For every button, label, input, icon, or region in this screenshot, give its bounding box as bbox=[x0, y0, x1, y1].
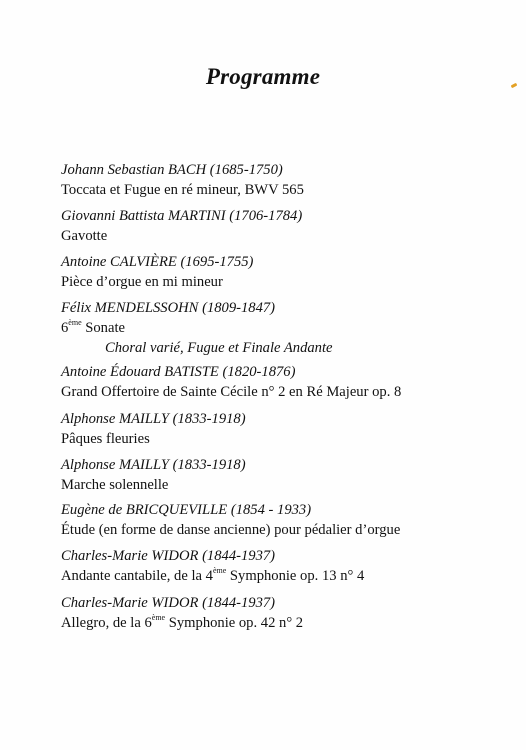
composer-name: Giovanni Battista MARTINI bbox=[61, 208, 226, 224]
work-title: Étude (en forme de danse ancienne) pour pédalier d’orgue bbox=[61, 522, 401, 538]
work-movements: Choral varié, Fugue et Finale Andante bbox=[105, 340, 333, 356]
composer-name: Charles-Marie WIDOR bbox=[61, 548, 199, 564]
work-title bbox=[61, 566, 501, 586]
composer-line bbox=[61, 206, 501, 226]
composer-line bbox=[61, 362, 501, 382]
programme-entry-mailly-2 bbox=[61, 455, 501, 495]
composer-name: Charles-Marie WIDOR bbox=[61, 595, 199, 611]
work-title bbox=[61, 613, 501, 633]
programme-entry-bricqueville bbox=[61, 500, 501, 540]
composer-dates: (1820-1876) bbox=[222, 364, 296, 380]
composer-line bbox=[61, 409, 501, 429]
programme-entry-widor-1 bbox=[61, 546, 501, 586]
composer-dates: (1809-1847) bbox=[202, 300, 276, 316]
programme-entry-mailly-1 bbox=[61, 409, 501, 449]
work-title: Toccata et Fugue en ré mineur, BWV 565 bbox=[61, 182, 304, 198]
programme-entry-martini bbox=[61, 206, 501, 246]
work-number: 6 bbox=[61, 320, 69, 336]
work-title: Marche solennelle bbox=[61, 477, 169, 493]
work-title: Pièce d’orgue en mi mineur bbox=[61, 274, 223, 290]
work-title: Grand Offertoire de Sainte Cécile n° 2 en Ré Majeur op. 8 bbox=[61, 384, 402, 400]
work-title bbox=[61, 318, 501, 338]
work-name: Allegro, de la 6 bbox=[61, 615, 152, 631]
composer-dates: (1854 - 1933) bbox=[230, 502, 312, 518]
composer-line bbox=[61, 546, 501, 566]
composer-dates: (1695-1755) bbox=[180, 254, 254, 270]
programme-entry-bach bbox=[61, 160, 501, 200]
composer-dates: (1685-1750) bbox=[209, 162, 283, 178]
programme-entry-batiste bbox=[61, 362, 501, 402]
work-title: Gavotte bbox=[61, 228, 108, 244]
composer-name: Félix MENDELSSOHN bbox=[61, 300, 199, 316]
composer-name: Eugène de BRICQUEVILLE bbox=[61, 502, 228, 518]
composer-line bbox=[61, 298, 501, 318]
ordinal-suffix: ème bbox=[68, 318, 82, 328]
composer-line bbox=[61, 252, 501, 272]
programme-entry-mendelssohn bbox=[61, 298, 501, 358]
programme-entry-widor-2 bbox=[61, 593, 501, 633]
composer-name: Antoine CALVIÈRE bbox=[61, 254, 177, 270]
ordinal-suffix: ème bbox=[151, 613, 166, 623]
work-name-rest: Symphonie op. 13 n° 4 bbox=[226, 568, 365, 584]
composer-name: Antoine Édouard BATISTE bbox=[61, 364, 219, 380]
work-title: Pâques fleuries bbox=[61, 431, 150, 447]
page-title: Programme bbox=[205, 64, 321, 89]
composer-name: Alphonse MAILLY bbox=[61, 457, 169, 473]
composer-dates: (1706-1784) bbox=[229, 208, 303, 224]
programme-entry-calviere bbox=[61, 252, 501, 292]
composer-line bbox=[61, 593, 501, 613]
composer-dates: (1844-1937) bbox=[202, 595, 276, 611]
work-name-rest: Symphonie op. 42 n° 2 bbox=[165, 615, 304, 631]
composer-name: Alphonse MAILLY bbox=[61, 411, 169, 427]
composer-name: Johann Sebastian BACH bbox=[61, 162, 207, 178]
composer-dates: (1833-1918) bbox=[172, 457, 246, 473]
ordinal-suffix: ème bbox=[212, 566, 227, 576]
composer-dates: (1833-1918) bbox=[172, 411, 246, 427]
work-name: Andante cantabile, de la 4 bbox=[61, 568, 213, 584]
work-name: Sonate bbox=[81, 320, 125, 336]
composer-line bbox=[61, 160, 501, 180]
composer-line bbox=[61, 455, 501, 475]
composer-dates: (1844-1937) bbox=[202, 548, 276, 564]
composer-line bbox=[61, 500, 501, 520]
